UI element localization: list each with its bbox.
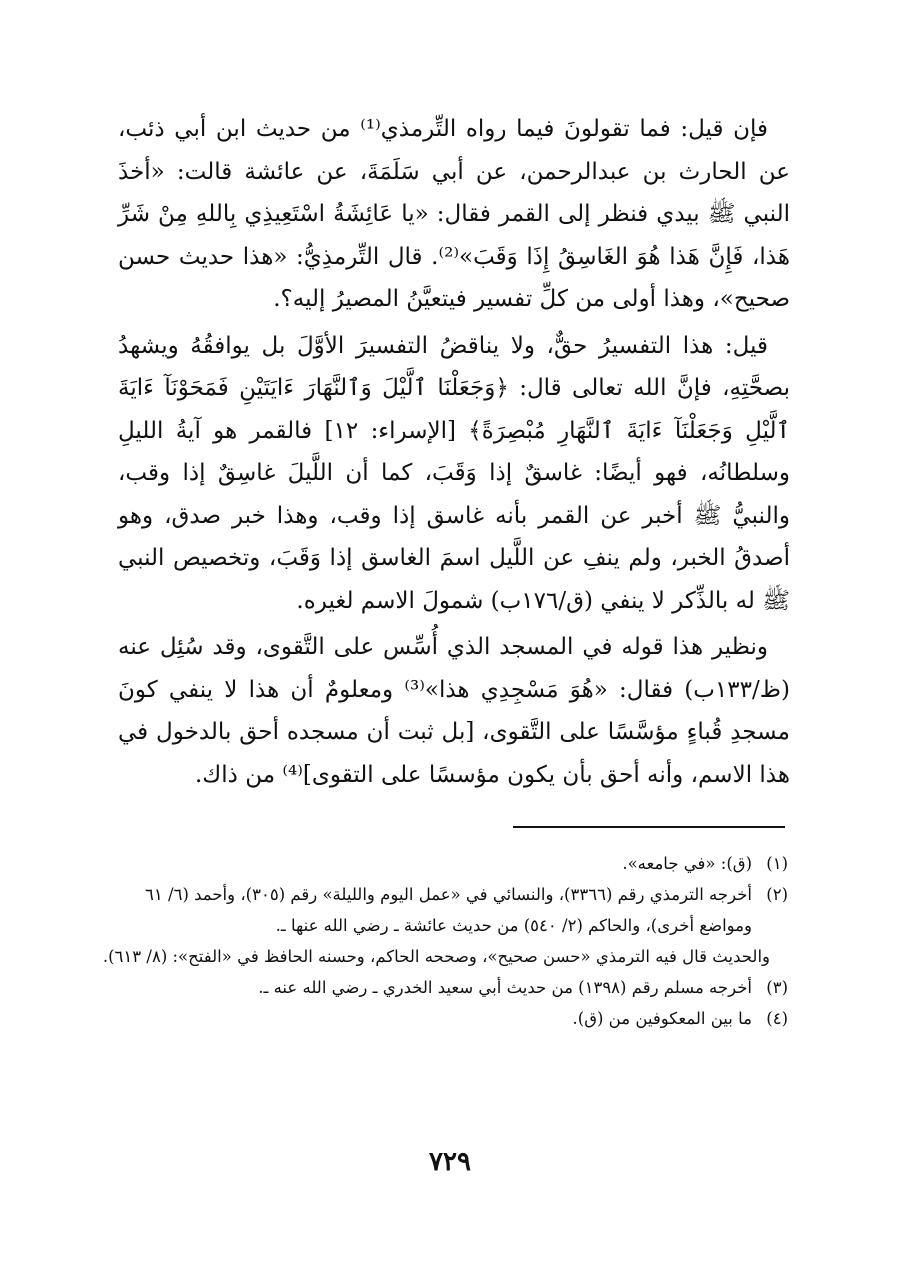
paragraph-2: قيل: هذا التفسيرُ حقٌّ، ولا يناقضُ التفسيرَ الأوَّلَ بل يوافقُهُ ويشهدُ بصحَّتِهِ، فإنَّ الله تعالى قال: ﴿وَجَعَلْنَا ٱلَّيْلَ وَٱلنَّهَارَ ءَايَتَيْنِ فَمَحَوْنَآ ءَايَةَ ٱلَّيْلِ وَجَعَلْنَآ ءَايَةَ ٱلنَّهَارِ مُبْصِرَةً﴾ [الإسراء: ١٢] فالقمر هو آيةُ الليلِ وسلطانُه، فهو أيضًا: غاسقٌ إذا وَقَبَ، كما أن اللَّيلَ غاسِقٌ إذا وقب، والنبيُّ ﷺ أخبر عن القمر بأنه غاسق إذا وقب، وهذا خبر صدق، وهو أصدقُ الخبر، ولم ينفِ عن اللَّيل اسمَ الغاسق إذا وَقَبَ، وتخصيص النبي ﷺ له بالذِّكر لا ينفي (ق/١٧٦ب) شمولَ الاسم لغيره. <box>118 332 791 614</box>
main-text <box>118 108 790 796</box>
footnote-number: (٢) <box>766 885 788 904</box>
page-number: ٧٢٩ <box>429 1147 471 1177</box>
footnote-text: والحديث قال فيه الترمذي «حسن صحيح»، وصححه الحاكم، وحسنه الحافظ في «الفتح»: (٨/ ٦١٣). <box>102 947 770 966</box>
footnote-number: (٤) <box>766 1009 788 1028</box>
footnote-2 <box>100 879 788 941</box>
footnote-3 <box>100 972 788 1003</box>
footnote-4 <box>100 1003 788 1034</box>
paragraph-1: فإن قيل: فما تقولونَ فيما رواه التِّرمذي⁽¹⁾ من حديث ابن أبي ذئب، عن الحارث بن عبدالرحمن، عن أبي سَلَمَةَ، عن عائشة قالت: «أخذَ النبي ﷺ بيدي فنظر إلى القمر فقال: «يا عَائِشَةُ اسْتَعِيذِي بِاللهِ مِنْ شَرِّ هَذا، فَإِنَّ هَذا هُوَ الغَاسِقُ إِذَا وَقَبَ»⁽²⁾. قال التِّرمذِيُّ: «هذا حديث حسن صحيح»، وهذا أولى من كلِّ تفسير فيتعيَّنُ المصيرُ إليه؟. <box>118 116 790 312</box>
footnote-text: (ق): «في جامعه». <box>622 854 752 873</box>
footnotes <box>100 848 788 1034</box>
footnote-number: (٣) <box>766 978 788 997</box>
footnote-text: أخرجه مسلم رقم (١٣٩٨) من حديث أبي سعيد الخدري ـ رضي الله عنه ـ. <box>258 978 752 997</box>
footnote-2-continuation <box>100 941 788 972</box>
footnote-1 <box>100 848 788 879</box>
paragraph-3: ونظير هذا قوله في المسجد الذي أُسِّس على التَّقوى، وقد سُئِل عنه (ظ/١٣٣ب) فقال: «هُوَ مَسْجِدِي هذا»⁽³⁾ ومعلومٌ أن هذا لا ينفي كونَ مسجدِ قُباءٍ مؤسَّسًا على التَّقوى، [بل ثبت أن مسجده أحق بالدخول في هذا الاسم، وأنه أحق بأن يكون مؤسسًا على التقوى]⁽⁴⁾ من ذاك. <box>118 634 790 788</box>
footnote-text: أخرجه الترمذي رقم (٣٣٦٦)، والنسائي في «عمل اليوم والليلة» رقم (٣٠٥)، وأحمد (٦/ ٦١ ومواضع أخرى)، والحاكم (٢/ ٥٤٠) من حديث عائشة ـ رضي الله عنها ـ. <box>145 885 752 935</box>
footnote-divider <box>513 826 785 828</box>
footnote-number: (١) <box>766 854 788 873</box>
footnote-text: ما بين المعكوفين من (ق). <box>572 1009 752 1028</box>
